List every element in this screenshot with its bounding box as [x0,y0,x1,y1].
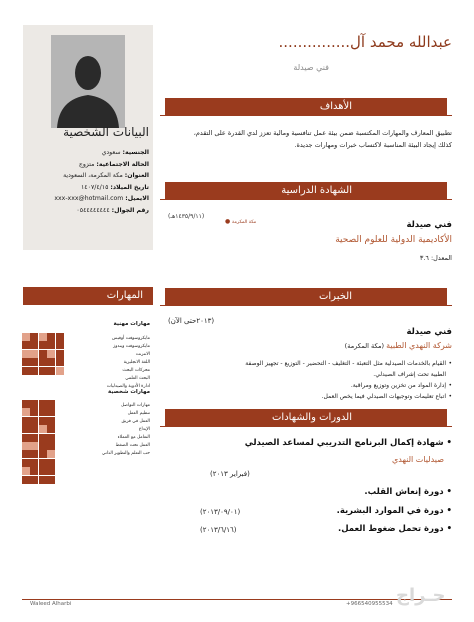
skill-level-cell [47,367,55,375]
skill-level-cell [39,341,47,349]
skill-item: حب التعلم والتطوير الذاتي [101,451,150,456]
education-header: الشهادة الدراسية [165,182,447,200]
skill-item: الانترنت [135,352,150,357]
skill-level-cell [22,358,30,366]
skill-level-cell [47,450,55,458]
skill-level-cell [22,367,30,375]
experience-bullet: • القيام بالخدمات الصيدلية مثل التعبئة - التغليف - التحضير - التوزيع - تجهيز الوصفة الطبية تحت إشراف الصيدلي. [242,358,452,380]
experience-date: (٢٠١٣حتى الآن) [168,317,215,325]
info-row-address: العنوان: مكة المكرمة، السعودية [63,172,149,180]
skill-level-cell [22,434,30,442]
skill-level-cell [39,425,47,433]
skill-item: مهارات التواصل [120,403,150,408]
course-item: • دورة إنعاش القلب. [364,487,452,497]
skill-level-cell [30,459,38,467]
course-provider: صيدليات النهدي [392,455,444,464]
footer-divider [22,599,452,600]
skill-level-cell [39,459,47,467]
skill-level-cell [39,434,47,442]
skill-level-cell [30,408,38,416]
skill-level-cell [39,358,47,366]
footer-phone: +966540955534 [346,601,393,607]
experience-company-line [345,341,452,350]
watermark-logo: حـراج [396,585,446,606]
course-date: (٢٠١٣/٦/١٦) [200,526,237,534]
education-location: مكة المكرمة [232,220,257,225]
skill-level-cell [56,367,64,375]
course-item: • دورة في الموارد البشرية. [336,506,452,516]
experience-title: فني صيدلة [406,327,452,337]
skill-level-cell [30,358,38,366]
course-date: (٢٠١٣/٠٩/٠١) [200,508,241,516]
skill-level-cell [30,341,38,349]
skill-level-cell [22,333,30,341]
skill-level-cell [22,350,30,358]
skill-level-cell [30,417,38,425]
courses-header: الدورات والشهادات [165,409,447,427]
skill-level-cell [30,350,38,358]
skill-level-cell [47,350,55,358]
skill-level-cell [39,476,47,484]
skill-level-cell [30,425,38,433]
skill-level-cell [39,408,47,416]
info-row-phone: رقم الجوال: ٠٥٤٤٤٤٤٤٤٤ [76,206,149,214]
job-subtitle: فني صيدلة [293,63,329,72]
skill-item: البحث العلمي [125,376,150,381]
skill-level-cell [39,467,47,475]
person-name: عبدالله محمد آل............... [278,33,452,51]
skill-level-cell [22,417,30,425]
skill-item: الإبداع [138,427,150,432]
skill-level-cell [47,467,55,475]
skill-level-cell [39,367,47,375]
personal-info-panel [23,25,153,250]
skill-level-cell [30,442,38,450]
skill-level-cell [47,400,55,408]
skill-level-cell [47,417,55,425]
skill-level-cell [22,476,30,484]
skill-level-cell [22,450,30,458]
skill-level-cell [22,341,30,349]
skill-level-cell [39,350,47,358]
skill-item: العمل تحت الضغط [115,443,150,448]
skill-level-cell [56,350,64,358]
experience-company: شركة النهدي الطبية [386,341,452,350]
profile-photo-placeholder [51,35,125,128]
skill-level-cell [39,333,47,341]
skill-level-cell [30,467,38,475]
skills-section-header: المهارات [23,287,153,305]
skill-level-cell [47,442,55,450]
silhouette-icon [51,35,125,128]
skill-level-cell [47,341,55,349]
skill-level-cell [47,425,55,433]
experience-bullets [242,358,452,402]
objectives-header: الأهداف [165,98,447,116]
education-gpa: المعدل: ٣.٦ [419,254,452,262]
skill-level-cell [30,367,38,375]
course-item: • شهادة إكمال البرنامج التدريبي لمساعد الصيدلي [244,438,452,448]
skill-item: التعامل مع العملاء [117,435,150,440]
skill-level-cell [39,400,47,408]
info-row-nationality: الجنسية: سعودي [101,149,149,156]
skill-level-cell [47,476,55,484]
course-date: (فبراير ٢٠١٣) [210,470,250,478]
info-row-birthdate: تاريخ الميلاد: ١٤٠٧/٤/١٥ [80,183,149,191]
skill-level-cell [22,442,30,450]
skill-level-cell [30,450,38,458]
education-date: (١٤٣٥/٩/١١هـ) [168,213,205,220]
skill-level-cell [22,400,30,408]
skill-level-cell [30,333,38,341]
education-institution: الأكاديمية الدولية للعلوم الصحية [335,235,452,245]
experience-header: الخبرات [165,288,447,306]
skill-level-cell [30,400,38,408]
skill-level-cell [22,467,30,475]
personal-info-title: البيانات الشخصية [63,125,149,139]
education-degree: فني صيدلة [406,220,452,230]
skill-level-cell [47,333,55,341]
skill-item: مايكروسوفت ويندوز [113,344,150,349]
experience-bullet: • إدارة المواد من تخزين وتوزيع ومراقبة. [242,380,452,391]
location-pin-icon: ● [225,218,231,225]
skill-level-cell [56,341,64,349]
info-row-marital: الحالة الاجتماعية: متزوج [78,160,149,168]
footer-author: Waleed Alharbi [30,601,72,607]
skill-item: مايكروسوفت أوفيس [112,336,150,341]
info-row-email: الايميل: xxx-xxx@hotmail.com [54,195,149,203]
skill-level-cell [22,459,30,467]
skill-level-cell [56,358,64,366]
skill-item: ادارة الأدوية والصيدليات [106,384,150,389]
skill-level-cell [30,476,38,484]
skill-level-cell [47,358,55,366]
skill-level-cell [39,417,47,425]
course-item: • دورة تحمل ضغوط العمل. [337,524,452,534]
skill-item: العمل في فريق [121,419,150,424]
skill-level-cell [22,425,30,433]
skill-item: تنظيم العمل [127,411,150,416]
skill-level-cell [30,434,38,442]
skill-level-cell [39,450,47,458]
skill-level-cell [47,459,55,467]
objectives-text: تطبيق المعارف والمهارات المكتسبة ضمن بيئة عمل تنافسية ومالية تعزز لدي القدرة على التقدم، كذلك إيجاد البيئة المناسبة لاكتساب خبرات ومهارات جديدة. [193,129,452,149]
skill-level-cell [47,434,55,442]
experience-bullet: • اتباع تعليمات وتوجيهات الصيدلي فيما يخص العمل. [242,391,452,402]
skill-level-cell [56,333,64,341]
professional-skills-title: مهارات مهنية [113,321,150,327]
skill-level-cell [39,442,47,450]
skill-item: اللغة الانجليزية [123,360,150,365]
skill-level-cell [47,408,55,416]
skill-item: محركات البحث [122,368,150,373]
personal-skills-title: مهارات شخصية [108,389,150,395]
personal-info-list [24,147,149,217]
experience-location: (مكة المكرمة) [344,342,387,350]
skill-level-cell [22,408,30,416]
